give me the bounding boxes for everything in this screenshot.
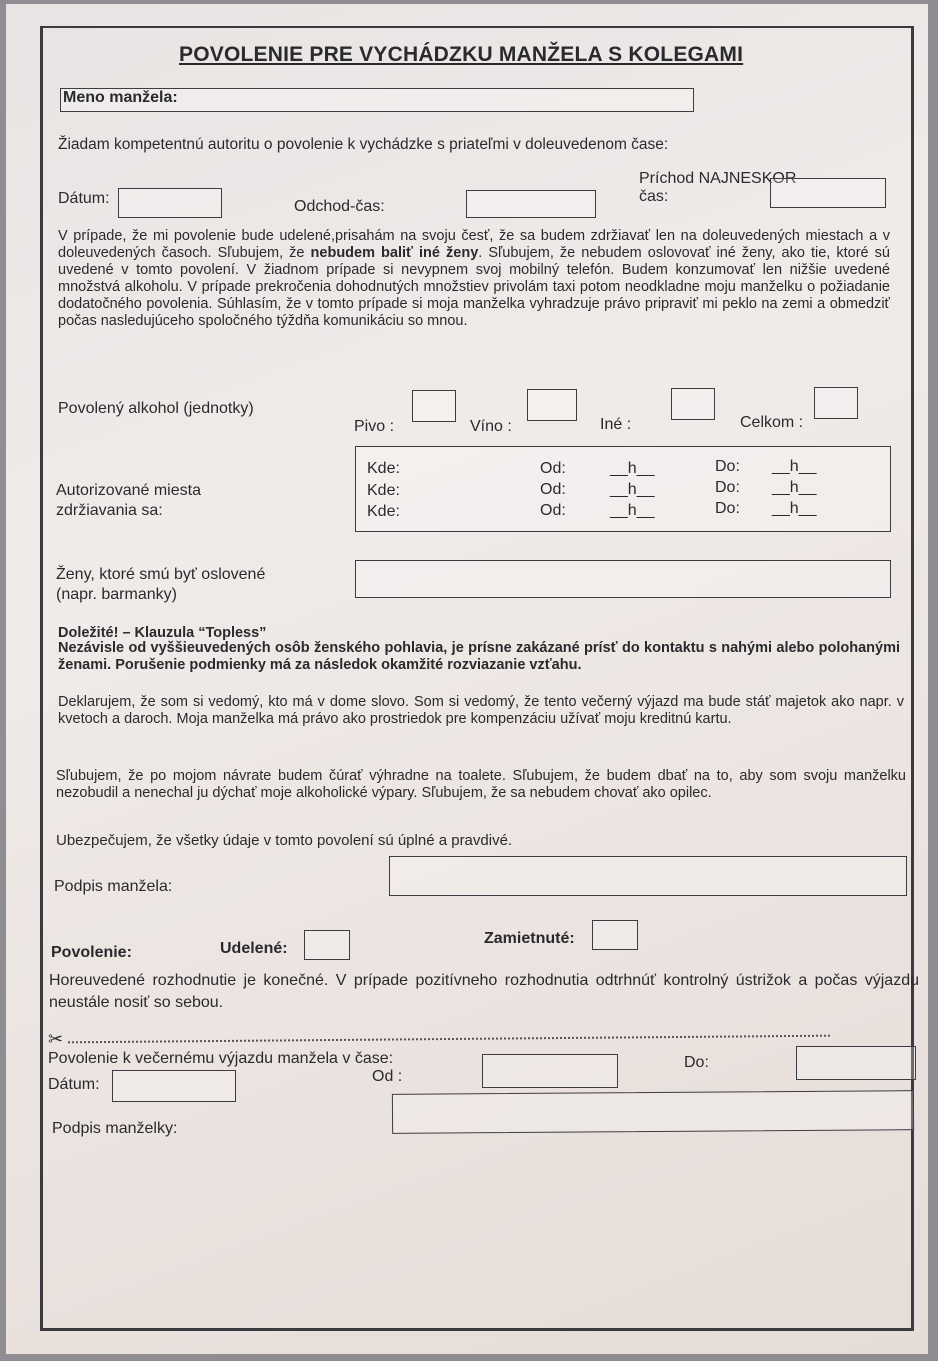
coupon-to-field[interactable] [796,1046,916,1080]
place-to-time[interactable]: __h__ [772,479,817,496]
husband-name-label: Meno manžela: [63,89,178,106]
departure-label: Odchod-čas: [294,198,385,215]
page-title: POVOLENIE PRE VYCHÁDZKU MANŽELA S KOLEGAMI [179,43,744,66]
place-where: Kde: [367,482,400,499]
husband-signature-field[interactable] [389,856,907,896]
date-field[interactable] [118,188,222,218]
place-from: Od: [540,481,566,498]
form-paper [6,4,928,1354]
request-text: Žiadam kompetentnú autoritu o povolenie k vychádzke s priateľmi v doleuvedenom čase: [58,136,669,153]
wine-label: Víno : [470,418,512,435]
rejected-checkbox[interactable] [592,920,638,950]
place-to-time[interactable]: __h__ [772,458,817,475]
oath-paragraph: V prípade, že mi povolenie bude udelené,prisahám na svoju česť, že sa budem zdržiavať len na doleuvedených miestach a v doleuvedených časoch. Sľubujem, že nebudem baliť iné ženy. Sľubujem, že nebudem oslovovať iné ženy, ako tie, ktoré sú uvedené v tomto povolení. V žiadnom prípade si nevypnem svoj mobilný telefón. Budem konzumovať len nižšie uvedené množstvá alkoholu. V prípade prekročenia dohodnutých množstiev privolám taxi potom neodkladne moju manželku o požiadanie dodatočného povolenia. Súhlasím, že v tomto prípade si moja manželka vyhradzuje právo pripraviť mi peklo na zemi a obmedziť počas nasledujúceho spoločného týždňa komunikáciu so mnou. [58,228,890,329]
topless-heading: Doležité! – Klauzula “Topless” [58,625,267,641]
place-from: Od: [540,502,566,519]
wine-field[interactable] [527,389,577,421]
places-label-2: zdržiavania sa: [56,502,163,519]
permission-label: Povolenie: [51,944,132,961]
place-from-time[interactable]: __h__ [610,502,655,519]
arrival-label: Príchod NAJNESKOR [639,170,797,187]
wife-signature-label: Podpis manželky: [52,1120,178,1137]
place-to: Do: [715,458,740,475]
granted-checkbox[interactable] [304,930,350,960]
topless-text: Nezávisle od vyššieuvedených osôb ženského pohlavia, je prísne zakázané prísť do kontaktu s nahými alebo polohanými ženami. Porušenie podmienky má za následok okamžité rozviazanie vzťahu. [58,640,900,673]
husband-signature-label: Podpis manžela: [54,878,173,895]
wife-signature-field[interactable] [392,1090,914,1134]
coupon-date-label: Dátum: [48,1076,100,1093]
place-where: Kde: [367,503,400,520]
total-field[interactable] [814,387,858,419]
coupon-from-field[interactable] [482,1054,618,1088]
other-field[interactable] [671,388,715,420]
place-from: Od: [540,460,566,477]
promise-paragraph: Sľubujem, že po mojom návrate budem čúrať výhradne na toalete. Sľubujem, že budem dbať na to, aby som svoju manželku nezobudil a nenechal ju dýchať moje alkoholické výpary. Sľubujem, že sa nebudem chovať ako opilec. [56,768,906,801]
rejected-label: Zamietnuté: [484,930,575,947]
scissors-icon: ✂ [48,1029,64,1049]
assurance-text: Ubezpečujem, že všetky údaje v tomto povolení sú úplné a pravdivé. [56,832,513,849]
place-to: Do: [715,500,740,517]
place-from-time[interactable]: __h__ [610,460,655,477]
beer-field[interactable] [412,390,456,422]
coupon-to-label: Do: [684,1054,709,1071]
arrival-label-time: čas: [639,188,669,205]
departure-field[interactable] [466,190,596,218]
declaration-paragraph: Deklarujem, že som si vedomý, kto má v dome slovo. Som si vedomý, že tento večerný výjazd ma bude stáť majetok ako napr. v kvetoch a daroch. Moja manželka má právo ako prostriedok pre kompenzáciu užívať moju kreditnú kartu. [58,694,904,727]
places-label: Autorizované miesta [56,482,201,499]
date-label: Dátum: [58,190,110,207]
place-from-time[interactable]: __h__ [610,481,655,498]
beer-label: Pivo : [354,418,395,435]
final-decision-text: Horeuvedené rozhodnutie je konečné. V prípade pozitívneho rozhodnutia odtrhnúť kontrolný ústrižok a počas výjazdu neustále nosiť so sebou. [49,972,919,1011]
other-label: Iné : [600,416,632,433]
women-label-example: (napr. barmanky) [56,586,177,603]
place-to-time[interactable]: __h__ [772,500,817,517]
coupon-title: Povolenie k večernému výjazdu manžela v čase: [48,1050,394,1067]
coupon-date-field[interactable] [112,1070,236,1102]
coupon-from-label: Od : [372,1068,403,1085]
women-label: Ženy, ktoré smú byť oslovené [56,566,266,583]
granted-label: Udelené: [220,940,288,957]
women-field[interactable] [355,560,891,598]
alcohol-label: Povolený alkohol (jednotky) [58,400,254,417]
total-label: Celkom : [740,414,804,431]
place-where: Kde: [367,460,400,477]
arrival-field[interactable] [770,178,886,208]
place-to: Do: [715,479,740,496]
